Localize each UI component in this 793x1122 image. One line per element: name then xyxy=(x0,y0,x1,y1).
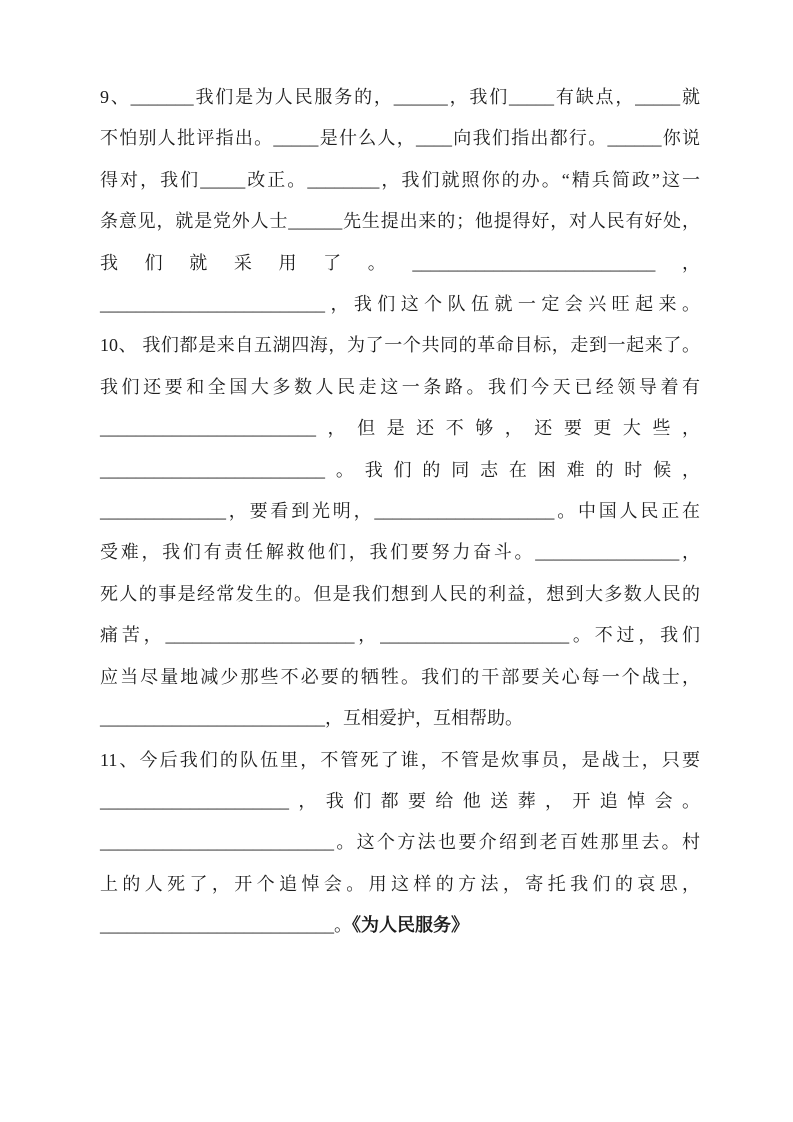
text-line: _________________________。我们的同志在困难的时候， xyxy=(100,459,700,480)
source-title: 《为人民服务》 xyxy=(352,915,469,936)
text-line: 我们还要和全国大多数人民走这一条路。我们今天已经领导着有 xyxy=(100,376,700,397)
question-item-10 xyxy=(100,325,700,739)
text-line: ______________，要看到光明，____________________。中国人民正在 xyxy=(100,501,700,522)
question-item-9 xyxy=(100,77,700,325)
text-line: 11、今后我们的队伍里，不管死了谁，不管是炊事员，是战士，只要 xyxy=(100,749,700,770)
text-line: 得对，我们_____改正。________，我们就照你的办。“精兵简政”这一 xyxy=(100,169,700,190)
text-line: _________________________，互相爱护，互相帮助。 xyxy=(100,708,523,729)
closing-blank: __________________________。 xyxy=(100,915,352,936)
text-line: _________________________，我们这个队伍就一定会兴旺起来。 xyxy=(100,294,700,315)
text-line: 痛苦，_____________________，_____________________。不过，我们 xyxy=(100,625,700,646)
text-line: 我们就采用了。___________________________， xyxy=(100,252,700,273)
text-line: 应当尽量地减少那些不必要的牺牲。我们的干部要关心每一个战士， xyxy=(100,666,700,687)
text-line: 死人的事是经常发生的。但是我们想到人民的利益，想到大多数人民的 xyxy=(100,583,700,604)
text-line: 不怕别人批评指出。_____是什么人，____向我们指出都行。______你说 xyxy=(100,128,700,149)
question-item-11 xyxy=(100,740,700,947)
text-line: __________________________。这个方法也要介绍到老百姓那里去。村 xyxy=(100,832,700,853)
text-line: 条意见，就是党外人士______先生提出来的；他提得好，对人民有好处， xyxy=(100,211,700,232)
text-line: _____________________，我们都要给他送葬，开追悼会。 xyxy=(100,790,700,811)
text-line: 上的人死了，开个追悼会。用这样的方法，寄托我们的哀思， xyxy=(100,873,700,894)
text-line: 10、 我们都是来自五湖四海，为了一个共同的革命目标，走到一起来了。 xyxy=(100,335,700,356)
text-line: 受难，我们有责任解救他们，我们要努力奋斗。________________， xyxy=(100,542,700,563)
text-line: 9、_______我们是为人民服务的，______，我们_____有缺点，_____就 xyxy=(100,87,700,107)
closing-line xyxy=(100,905,700,946)
text-line: ________________________，但是还不够，还要更大些， xyxy=(100,418,700,439)
